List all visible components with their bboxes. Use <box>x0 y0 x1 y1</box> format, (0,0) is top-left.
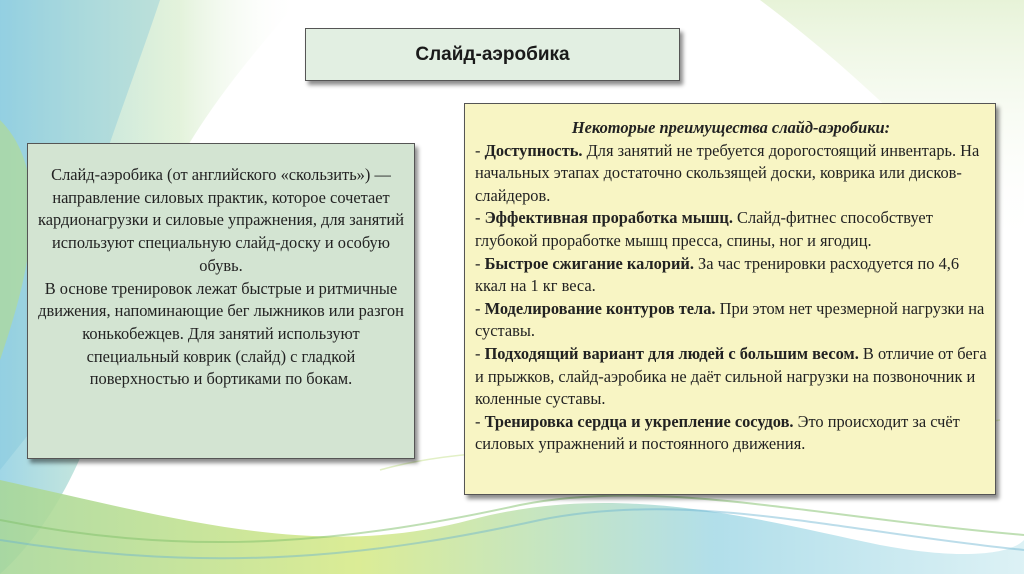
benefit-text: Слайд-фитнес способствует глубокой проработке мышц пресса, спины, ног и ягодиц. <box>475 208 933 250</box>
benefit-text: Для занятий не требуется дорогостоящий инвентарь. На начальных этапах достаточно скользящей доски, коврика или дисков-слайдеров. <box>475 140 980 205</box>
benefit-title: Моделирование контуров тела. <box>484 298 716 318</box>
benefits-box <box>464 103 996 495</box>
benefit-title: Доступность. <box>484 140 583 160</box>
benefit-text: Это происходит за счёт силовых упражнений и постоянного движения. <box>475 411 960 454</box>
benefit-title: Тренировка сердца и укрепление сосудов. <box>484 411 794 431</box>
definition-term: Слайд-аэробика <box>51 165 163 184</box>
benefit-title: Подходящий вариант для людей с большим весом. <box>484 343 859 363</box>
benefits-heading: Некоторые преимущества слайд-аэробики: <box>571 118 891 137</box>
slide-title: Слайд-аэробика <box>415 43 570 65</box>
training-paragraph: В основе тренировок лежат быстрые и ритмичные движения, напоминающие бег лыжников или разгон конькобежцев. Для занятий используют специальный коврик (слайд) с гладкой поверхностью и бортиками по бокам. <box>38 278 404 389</box>
benefit-title: Быстрое сжигание калорий. <box>484 253 694 273</box>
benefit-item: - Доступность. Для занятий не требуется дорогостоящий инвентарь. На начальных этапах достаточно скользящей доски, коврика или дисков-слайдеров. <box>475 140 980 205</box>
benefit-item: - Моделирование контуров тела. При этом нет чрезмерной нагрузки на суставы. <box>475 298 985 341</box>
definition-paragraph <box>38 164 404 278</box>
benefit-item: - Эффективная проработка мышц. Слайд-фитнес способствует глубокой проработке мышц пресса, спины, ног и ягодиц. <box>475 208 933 250</box>
benefit-text: За час тренировки расходуется по 4,6 ккал на 1 кг веса. <box>475 253 960 296</box>
benefit-item: - Быстрое сжигание калорий. За час тренировки расходуется по 4,6 ккал на 1 кг веса. <box>475 253 960 296</box>
benefit-text: В отличие от бега и прыжков, слайд-аэробика не даёт сильной нагрузки на позвоночник и коленные суставы. <box>475 343 987 409</box>
benefit-item: - Подходящий вариант для людей с большим весом. В отличие от бега и прыжков, слайд-аэробика не даёт сильной нагрузки на позвоночник и коленные суставы. <box>475 343 987 409</box>
benefit-title: Эффективная проработка мышц. <box>484 208 733 228</box>
definition-text: (от английского «скользить») — направление силовых практик, которое сочетает кардионагрузки и силовые упражнения, для занятий используют специальную слайд-доску и особую обувь. <box>38 165 404 275</box>
benefit-text: При этом нет чрезмерной нагрузки на суставы. <box>475 298 985 341</box>
definition-box <box>27 143 415 459</box>
benefit-item: - Тренировка сердца и укрепление сосудов. Это происходит за счёт силовых упражнений и постоянного движения. <box>475 411 960 454</box>
title-box <box>305 28 680 81</box>
